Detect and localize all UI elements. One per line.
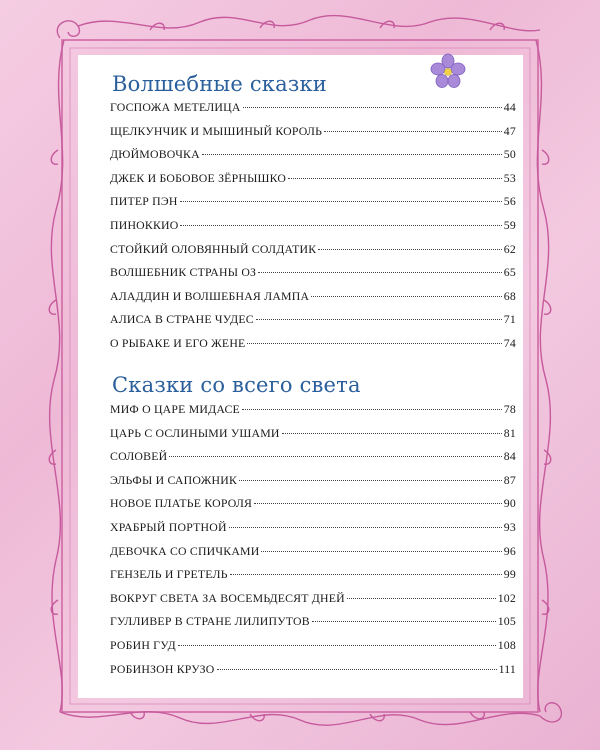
toc-entry[interactable] (110, 218, 516, 242)
flower-icon (430, 53, 466, 89)
toc-dot-leader (229, 527, 502, 528)
toc-dot-leader (288, 178, 502, 179)
toc-dot-leader (254, 503, 502, 504)
section-title-magic-tales: Волшебные сказки (112, 72, 328, 96)
bottom-swirl-ornament (60, 703, 561, 725)
toc-page-number: 90 (503, 496, 516, 511)
toc-page-number: 65 (503, 265, 516, 280)
toc-entry-title: ДЖЕК И БОБОВОЕ ЗЁРНЫШКО (110, 170, 287, 185)
toc-entry-title: ДЕВОЧКА СО СПИЧКАМИ (110, 543, 260, 558)
toc-page-number: 59 (503, 217, 516, 232)
toc-entry-title: РОБИНЗОН КРУЗО (110, 661, 215, 676)
toc-dot-leader (311, 296, 502, 297)
toc-entry[interactable] (110, 496, 516, 520)
toc-list-world-tales (110, 402, 516, 685)
toc-dot-leader (256, 319, 502, 320)
flower-petal-bottom-right (448, 75, 460, 88)
toc-dot-leader (242, 409, 502, 410)
toc-page-number: 53 (503, 170, 516, 185)
toc-entry[interactable] (110, 194, 516, 218)
toc-entry[interactable] (110, 426, 516, 450)
flower-petal-left (431, 63, 445, 75)
toc-entry-title: ДЮЙМОВОЧКА (110, 147, 200, 162)
toc-page-number: 71 (503, 312, 516, 327)
toc-page-number: 96 (503, 543, 516, 558)
toc-entry[interactable] (110, 662, 516, 686)
toc-dot-leader (318, 249, 501, 250)
toc-page-number: 108 (497, 637, 516, 652)
toc-entry-title: ГЕНЗЕЛЬ И ГРЕТЕЛЬ (110, 567, 228, 582)
flower-center (445, 69, 452, 76)
flower-petal-bottom-left (436, 75, 448, 88)
toc-entry-title: СОЛОВЕЙ (110, 449, 168, 464)
toc-entry-title: О РЫБАКЕ И ЕГО ЖЕНЕ (110, 335, 246, 350)
toc-entry-title: ГУЛЛИВЕР В СТРАНЕ ЛИЛИПУТОВ (110, 614, 310, 629)
toc-dot-leader (247, 343, 501, 344)
toc-dot-leader (258, 272, 502, 273)
toc-dot-leader (169, 456, 501, 457)
toc-page-number: 93 (503, 519, 516, 534)
toc-page-number: 74 (503, 335, 516, 350)
toc-entry[interactable] (110, 567, 516, 591)
toc-dot-leader (261, 551, 501, 552)
toc-page-number: 44 (503, 100, 516, 114)
toc-entry[interactable] (110, 638, 516, 662)
toc-entry-title: РОБИН ГУД (110, 637, 176, 652)
toc-entry-title: ЦАРЬ С ОСЛИНЫМИ УШАМИ (110, 425, 280, 440)
toc-page-number: 84 (503, 449, 516, 464)
section-title-world-tales: Сказки со всего света (112, 373, 361, 397)
toc-dot-leader (202, 154, 502, 155)
toc-entry-title: ПИТЕР ПЭН (110, 194, 178, 209)
toc-entry[interactable] (110, 147, 516, 171)
toc-page-number: 68 (503, 288, 516, 303)
toc-dot-leader (324, 131, 502, 132)
top-swirl-ornament (57, 16, 540, 38)
toc-entry[interactable] (110, 312, 516, 336)
toc-dot-leader (178, 645, 496, 646)
toc-entry[interactable] (110, 289, 516, 313)
toc-list-magic-tales (110, 100, 516, 360)
toc-page-number: 99 (503, 567, 516, 582)
flower-petal-right (451, 63, 465, 75)
toc-dot-leader (180, 201, 502, 202)
toc-entry-title: АЛАДДИН И ВОЛШЕБНАЯ ЛАМПА (110, 288, 310, 303)
toc-entry-title: СТОЙКИЙ ОЛОВЯННЫЙ СОЛДАТИК (110, 241, 317, 256)
toc-dot-leader (217, 669, 497, 670)
toc-entry-title: ЩЕЛКУНЧИК И МЫШИНЫЙ КОРОЛЬ (110, 123, 323, 138)
toc-page-number: 56 (503, 194, 516, 209)
toc-entry[interactable] (110, 614, 516, 638)
toc-entry[interactable] (110, 242, 516, 266)
toc-page-number: 111 (498, 661, 516, 676)
toc-page-number: 62 (503, 241, 516, 256)
toc-entry[interactable] (110, 171, 516, 195)
toc-dot-leader (243, 107, 502, 108)
toc-entry-title: ВОЛШЕБНИК СТРАНЫ ОЗ (110, 265, 257, 280)
toc-dot-leader (282, 433, 502, 434)
toc-dot-leader (230, 574, 502, 575)
toc-entry-title: ПИНОККИО (110, 217, 179, 232)
toc-page-number: 105 (497, 614, 516, 629)
toc-entry[interactable] (110, 402, 516, 426)
toc-entry[interactable] (110, 473, 516, 497)
toc-entry[interactable] (110, 124, 516, 148)
toc-entry[interactable] (110, 265, 516, 289)
toc-dot-leader (180, 225, 501, 226)
toc-entry[interactable] (110, 520, 516, 544)
toc-entry-title: НОВОЕ ПЛАТЬЕ КОРОЛЯ (110, 496, 253, 511)
toc-entry[interactable] (110, 591, 516, 615)
toc-page-number: 78 (503, 402, 516, 416)
toc-entry[interactable] (110, 336, 516, 360)
toc-dot-leader (239, 480, 502, 481)
toc-page-number: 87 (503, 472, 516, 487)
toc-entry-title: ХРАБРЫЙ ПОРТНОЙ (110, 519, 227, 534)
toc-entry[interactable] (110, 544, 516, 568)
toc-entry-title: МИФ О ЦАРЕ МИДАСЕ (110, 402, 240, 416)
toc-entry-title: ЭЛЬФЫ И САПОЖНИК (110, 472, 238, 487)
toc-page-number: 50 (503, 147, 516, 162)
toc-entry[interactable] (110, 449, 516, 473)
toc-entry-title: ВОКРУГ СВЕТА ЗА ВОСЕМЬДЕСЯТ ДНЕЙ (110, 590, 345, 605)
toc-page-number: 47 (503, 123, 516, 138)
toc-entry-title: ГОСПОЖА МЕТЕЛИЦА (110, 100, 241, 114)
toc-page-number: 102 (497, 590, 516, 605)
toc-page-number: 81 (503, 425, 516, 440)
toc-dot-leader (312, 621, 496, 622)
toc-dot-leader (347, 598, 496, 599)
toc-entry[interactable] (110, 100, 516, 124)
toc-entry-title: АЛИСА В СТРАНЕ ЧУДЕС (110, 312, 254, 327)
